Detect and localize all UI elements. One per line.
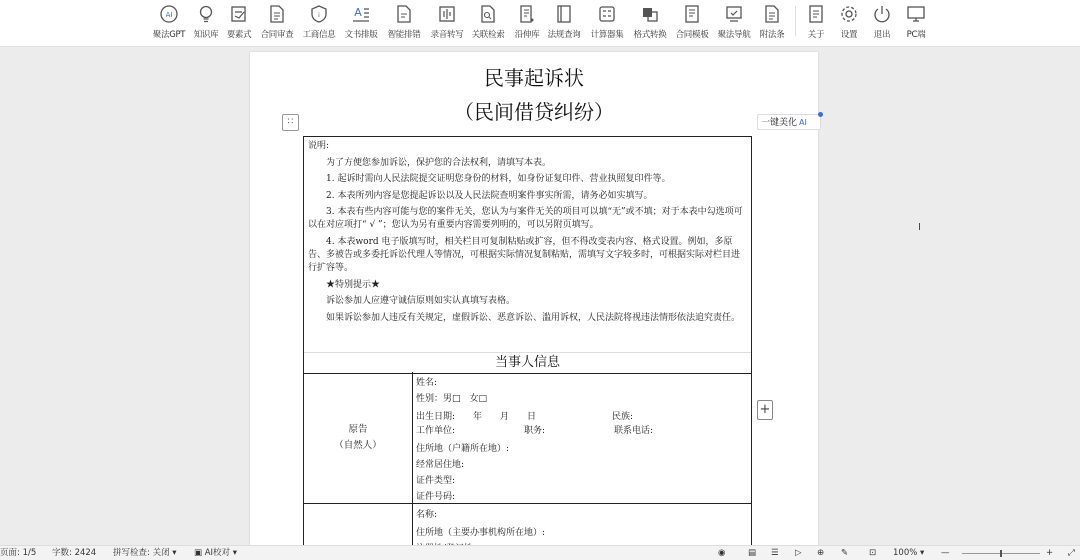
add-row-button[interactable]: + <box>757 400 773 420</box>
tool-error-check[interactable] <box>384 2 424 42</box>
field-name[interactable]: 姓名: <box>416 378 438 388</box>
status-bar <box>0 545 1080 560</box>
page-view-icon[interactable]: ▤ <box>748 548 757 558</box>
eye-icon[interactable]: ◉ <box>718 548 726 558</box>
notes-line: 1. 起诉时需向人民法院提交证明您身份的材料，如身份证复印件、营业执照复印件等。 <box>326 174 671 185</box>
field-org-address[interactable]: 住所地（主要办事机构所在地）: <box>416 528 546 538</box>
document-subtitle: （民间借贷纠纷） <box>454 100 614 124</box>
zoom-slider-knob[interactable] <box>1000 550 1002 557</box>
book-icon <box>554 4 574 24</box>
field-domicile[interactable]: 住所地（户籍所在地）: <box>416 444 510 454</box>
notes-line: 为了方便您参加诉讼，保护您的合法权利，请填写本表。 <box>326 157 552 168</box>
tool-gpt[interactable] <box>149 2 189 42</box>
web-view-icon[interactable]: ⊕ <box>817 548 825 558</box>
beautify-label: 一键美化 <box>761 118 798 128</box>
shield-icon <box>309 4 329 24</box>
tool-label: 文书排版 <box>344 30 378 40</box>
attach-law-icon <box>762 4 782 24</box>
field-org-name[interactable]: 名称: <box>416 510 438 520</box>
tool-label: 附法条 <box>759 30 785 40</box>
tool-elements[interactable] <box>219 2 259 42</box>
field-gender[interactable]: 性别：男□ 女□ <box>416 394 488 404</box>
tool-label: PC端 <box>906 30 926 40</box>
text-cursor-icon: I <box>918 222 921 233</box>
zoom-in-icon[interactable]: + <box>1046 548 1054 558</box>
field-residence[interactable]: 经常居住地: <box>416 460 465 470</box>
svg-text:i: i <box>318 12 320 19</box>
template-icon <box>682 4 702 24</box>
tool-text-layout[interactable] <box>341 2 381 42</box>
tool-label: 合同模板 <box>675 30 709 40</box>
plaintiff-type-line: （自然人） <box>334 440 382 451</box>
beautify-ai-badge: AI <box>799 118 807 127</box>
doc-search-icon <box>478 4 498 24</box>
tool-label: 设置 <box>840 30 858 40</box>
tool-law-query[interactable] <box>544 2 584 42</box>
field-id-type[interactable]: 证件类型: <box>416 476 456 486</box>
tool-label: 要素式 <box>226 30 252 40</box>
row-divider <box>304 503 751 504</box>
field-work-unit[interactable]: 工作单位: <box>416 426 456 436</box>
pen-icon[interactable]: ✎ <box>841 548 849 558</box>
doc-check-icon <box>394 4 414 24</box>
fit-page-icon[interactable]: ⊡ <box>869 548 877 558</box>
notes-line: 3. 本表有些内容可能与您的案件无关，您认为与案件无关的项目可以填“无”或不填；对于本表中勾选项可以在对应项打“ √ ”；您认为另有重要内容需要列明的，可以另附页填写。 <box>308 207 743 231</box>
text-layout-icon <box>351 4 371 24</box>
word-count[interactable]: 字数: 2424 <box>52 548 97 558</box>
special-notice-heading: ★特别提示★ <box>326 279 381 290</box>
tool-related-search[interactable] <box>468 2 508 42</box>
tool-label: 智能排错 <box>387 30 421 40</box>
navigation-icon <box>724 4 744 24</box>
svg-text:AI: AI <box>165 11 173 19</box>
table-move-handle[interactable]: ∷ <box>282 114 299 131</box>
zoom-level[interactable]: 100% ▾ <box>893 548 925 558</box>
field-phone[interactable]: 联系电话: <box>614 426 654 436</box>
tool-label: 关联检索 <box>471 30 505 40</box>
field-ethnicity[interactable]: 民族: <box>612 412 634 422</box>
tool-label: 沿伸库 <box>514 30 540 40</box>
power-icon <box>872 4 892 24</box>
notes-line: 诉讼参加人应遵守诚信原则如实认真填写表格。 <box>326 296 516 307</box>
spellcheck-label: 拼写检查: 关闭 <box>113 548 170 558</box>
beautify-button[interactable] <box>757 114 821 130</box>
play-icon[interactable]: ▷ <box>795 548 802 558</box>
tool-format-convert[interactable] <box>630 2 670 42</box>
field-id-number[interactable]: 证件号码: <box>416 492 456 502</box>
tool-transcribe[interactable] <box>427 2 467 42</box>
svg-text:A: A <box>354 6 362 19</box>
tool-label: 关于 <box>807 30 825 40</box>
doc-review-icon <box>267 4 287 24</box>
tool-label: 聚法导航 <box>717 30 751 40</box>
field-position[interactable]: 职务: <box>524 426 546 436</box>
tool-label: 录音转写 <box>430 30 464 40</box>
tool-attach-law[interactable] <box>752 2 792 42</box>
gear-icon <box>839 4 859 24</box>
tool-label: 格式转换 <box>633 30 667 40</box>
tool-calculators[interactable] <box>587 2 627 42</box>
section-title-parties: 当事人信息 <box>304 352 751 374</box>
plaintiff-label <box>304 422 412 454</box>
ai-check-button[interactable]: ▣ AI校对 ▾ <box>194 548 238 558</box>
tool-label: 法规查询 <box>547 30 581 40</box>
notes-line: 如果诉讼参加人违反有关规定，虚假诉讼、恶意诉讼、滥用诉权，人民法院将视违法情形依法追究责任。 <box>326 312 741 323</box>
about-icon <box>806 4 826 24</box>
fullscreen-icon[interactable]: ⤢ <box>1068 548 1075 558</box>
notes-section <box>308 140 748 328</box>
zoom-out-icon[interactable]: — <box>941 548 950 558</box>
tool-business-info[interactable] <box>299 2 339 42</box>
spellcheck-toggle[interactable]: 拼写检查: 关闭 ▾ <box>113 548 177 558</box>
ai-check-label: AI校对 <box>204 548 231 558</box>
column-divider <box>412 372 413 560</box>
tool-label: 计算器集 <box>590 30 624 40</box>
notes-line: 4. 本表word 电子版填写时，相关栏目可复制粘贴或扩容，但不得改变表内容、格式设置。例如，多原告、多被告或多委托诉讼代理人等情况，可根据实际情况复制粘贴，需填写文字较多时，可根据实际对栏目进行扩容等。 <box>308 236 741 273</box>
audio-transcribe-icon <box>437 4 457 24</box>
complaint-table[interactable] <box>303 136 752 560</box>
ai-circle-icon <box>159 4 179 24</box>
zoom-value: 100% <box>893 548 918 558</box>
monitor-icon <box>906 4 926 24</box>
plaintiff-label-line: 原告 <box>348 424 368 435</box>
tool-contract-template[interactable] <box>672 2 712 42</box>
document-title: 民事起诉状 <box>484 66 584 90</box>
calculator-icon <box>597 4 617 24</box>
page-indicator[interactable]: 页面: 1/5 <box>0 548 37 558</box>
notes-line: 2. 本表所列内容是您提起诉讼以及人民法院查明案件事实所需，请务必如实填写。 <box>326 190 653 201</box>
tool-label: 退出 <box>873 30 891 40</box>
tool-contract-review[interactable] <box>257 2 297 42</box>
tool-navigation[interactable] <box>714 2 754 42</box>
notes-heading: 说明: <box>308 141 330 151</box>
tool-label: 合同审查 <box>260 30 294 40</box>
tool-library[interactable] <box>507 2 547 42</box>
outline-view-icon[interactable]: ☰ <box>771 548 779 558</box>
tool-label: 知识库 <box>193 30 219 40</box>
convert-icon <box>640 4 660 24</box>
tool-label: 工商信息 <box>302 30 336 40</box>
notification-dot <box>818 112 823 117</box>
tool-pc[interactable] <box>896 2 936 42</box>
lightbulb-icon <box>196 4 216 24</box>
field-birth-date[interactable]: 出生日期: 年 月 日 <box>416 412 537 422</box>
doc-library-icon <box>517 4 537 24</box>
tool-label: 聚法GPT <box>152 30 186 40</box>
form-edit-icon <box>229 4 249 24</box>
top-toolbar <box>0 0 1080 47</box>
